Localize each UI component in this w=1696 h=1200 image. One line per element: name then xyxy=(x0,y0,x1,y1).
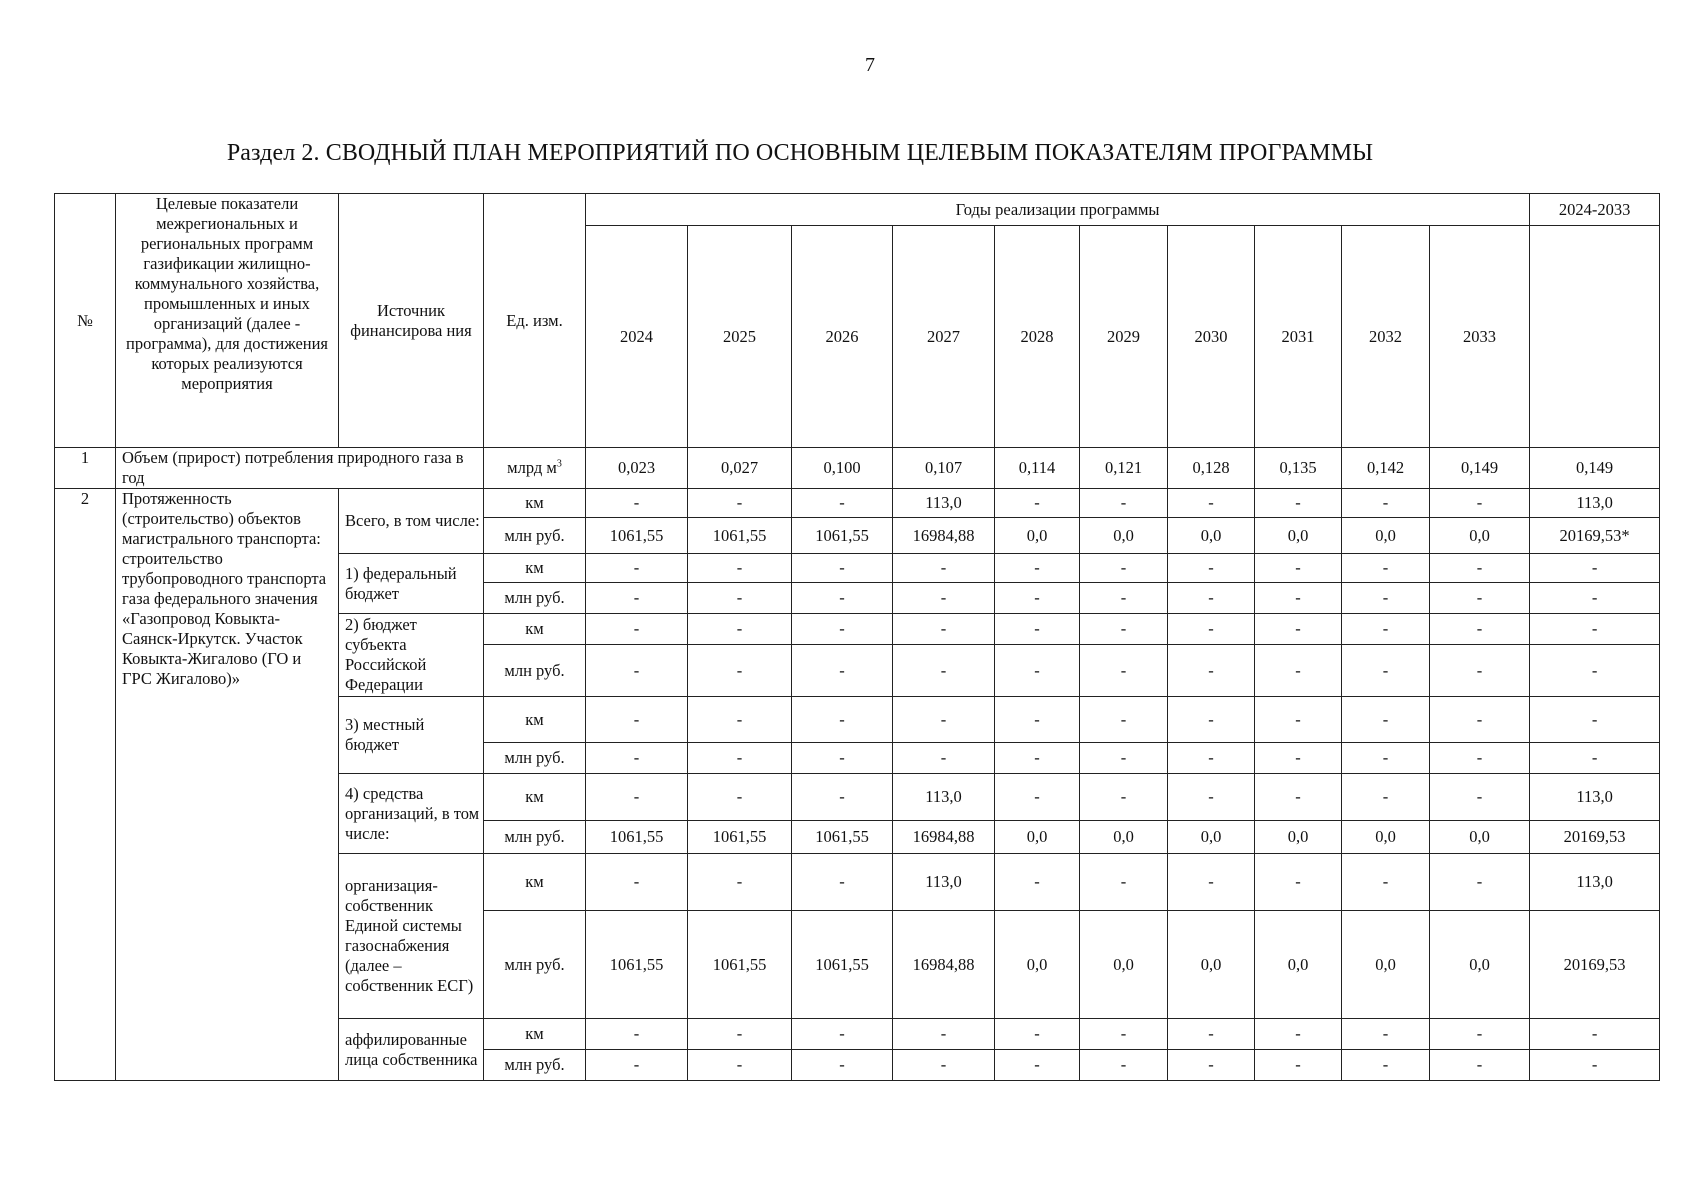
table-cell: - xyxy=(1168,774,1255,821)
table-cell: - xyxy=(1342,554,1430,583)
table-cell: - xyxy=(1430,854,1530,911)
table-cell: 0,149 xyxy=(1530,448,1660,489)
table-cell: - xyxy=(995,743,1080,774)
table-cell: 1061,55 xyxy=(688,911,792,1019)
table-cell: - xyxy=(792,614,893,645)
table-cell: 0,0 xyxy=(1080,821,1168,854)
table-cell: - xyxy=(1080,743,1168,774)
header-total-empty xyxy=(1530,226,1660,448)
table-cell: 1061,55 xyxy=(586,911,688,1019)
header-year: 2026 xyxy=(792,226,893,448)
table-cell: - xyxy=(1255,489,1342,518)
table-cell: - xyxy=(1430,614,1530,645)
table-cell: - xyxy=(1430,554,1530,583)
table-cell: 1061,55 xyxy=(586,518,688,554)
table-cell: - xyxy=(1430,489,1530,518)
unit-cell: км xyxy=(484,614,586,645)
table-cell: - xyxy=(1168,614,1255,645)
funding-source: организация-собственник Единой системы газоснабжения (далее – собственник ЕСГ) xyxy=(339,854,484,1019)
funding-source: 4) средства организаций, в том числе: xyxy=(339,774,484,854)
table-cell: - xyxy=(586,583,688,614)
table-cell: - xyxy=(1168,1019,1255,1050)
row2-label: Протяженность (строительство) объектов магистрального транспорта: строительство трубопроводного транспорта газа федерального значения «Газопровод Ковыкта-Саянск-Иркутск. Участок Ковыкта-Жигалово (ГО и ГРС Жигалово)» xyxy=(116,489,339,1081)
table-cell: 0,142 xyxy=(1342,448,1430,489)
table-cell: - xyxy=(1080,1019,1168,1050)
table-cell: 0,107 xyxy=(893,448,995,489)
table-cell: - xyxy=(1255,1019,1342,1050)
table-cell: - xyxy=(893,645,995,697)
unit-cell: км xyxy=(484,774,586,821)
funding-source: Всего, в том числе: xyxy=(339,489,484,554)
table-cell: - xyxy=(1530,1019,1660,1050)
table-cell: - xyxy=(1080,645,1168,697)
table-cell: - xyxy=(1342,614,1430,645)
table-cell: 0,128 xyxy=(1168,448,1255,489)
table-cell: - xyxy=(1168,489,1255,518)
unit-cell: млн руб. xyxy=(484,645,586,697)
table-cell: - xyxy=(1168,854,1255,911)
table-cell: - xyxy=(1530,697,1660,743)
table-cell: - xyxy=(1430,583,1530,614)
table-cell: 0,0 xyxy=(1342,911,1430,1019)
table-cell: - xyxy=(1080,554,1168,583)
table-cell: - xyxy=(995,554,1080,583)
table-cell: - xyxy=(1342,1050,1430,1081)
table-cell: - xyxy=(1080,583,1168,614)
table-cell: 0,0 xyxy=(1168,518,1255,554)
table-cell: 16984,88 xyxy=(893,518,995,554)
section-title: Раздел 2. СВОДНЫЙ ПЛАН МЕРОПРИЯТИЙ ПО ОСНОВНЫМ ЦЕЛЕВЫМ ПОКАЗАТЕЛЯМ ПРОГРАММЫ xyxy=(226,140,1374,166)
header-row-top xyxy=(55,194,1660,226)
row2-num: 2 xyxy=(55,489,116,1081)
table-cell: - xyxy=(1530,583,1660,614)
unit-cell: км xyxy=(484,697,586,743)
table-cell: - xyxy=(586,743,688,774)
table-cell: - xyxy=(688,554,792,583)
table-cell: - xyxy=(688,854,792,911)
table-cell: - xyxy=(1255,1050,1342,1081)
row1-unit-text: млрд м xyxy=(507,458,557,477)
table-cell: - xyxy=(1342,774,1430,821)
header-year: 2028 xyxy=(995,226,1080,448)
header-year: 2027 xyxy=(893,226,995,448)
table-cell: - xyxy=(995,645,1080,697)
header-indicators: Целевые показатели межрегиональных и региональных программ газификации жилищно-коммунального хозяйства, промышленных и иных организаций (далее - программа), для достижения которых реализуются мероприятия xyxy=(116,194,339,448)
table-cell: - xyxy=(688,697,792,743)
table-cell: - xyxy=(792,1019,893,1050)
table-cell: 0,0 xyxy=(1430,911,1530,1019)
header-unit: Ед. изм. xyxy=(484,194,586,448)
table-cell: - xyxy=(1342,697,1430,743)
row1-num: 1 xyxy=(55,448,116,489)
table-cell: 113,0 xyxy=(1530,854,1660,911)
table-cell: - xyxy=(1430,1050,1530,1081)
table-cell: 0,0 xyxy=(995,821,1080,854)
table-cell: - xyxy=(1430,645,1530,697)
table-cell: - xyxy=(995,489,1080,518)
table-cell: - xyxy=(688,645,792,697)
table-cell: - xyxy=(1342,854,1430,911)
table-cell: - xyxy=(1430,697,1530,743)
table-cell: - xyxy=(792,1050,893,1081)
table-cell: - xyxy=(688,774,792,821)
table-cell: 113,0 xyxy=(1530,774,1660,821)
unit-cell: млн руб. xyxy=(484,1050,586,1081)
table-cell: - xyxy=(1168,743,1255,774)
table-cell: 0,0 xyxy=(1255,518,1342,554)
table-cell: - xyxy=(1168,697,1255,743)
table-cell: - xyxy=(688,583,792,614)
table-cell: - xyxy=(792,645,893,697)
header-year: 2029 xyxy=(1080,226,1168,448)
table-row xyxy=(55,448,1660,489)
table-cell: 0,135 xyxy=(1255,448,1342,489)
table-cell: 20169,53 xyxy=(1530,821,1660,854)
table-cell: - xyxy=(792,554,893,583)
table-cell: - xyxy=(586,1019,688,1050)
table-cell: 113,0 xyxy=(893,854,995,911)
table-cell: 20169,53 xyxy=(1530,911,1660,1019)
table-cell: 0,0 xyxy=(995,911,1080,1019)
funding-source: аффилированные лица собственника xyxy=(339,1019,484,1081)
table-cell: 1061,55 xyxy=(586,821,688,854)
summary-plan-table xyxy=(54,193,1660,1081)
header-source: Источник финансирова ния xyxy=(339,194,484,448)
table-cell: - xyxy=(586,854,688,911)
table-cell: 0,100 xyxy=(792,448,893,489)
table-cell: 0,0 xyxy=(1430,821,1530,854)
table-cell: - xyxy=(893,697,995,743)
table-cell: - xyxy=(995,1050,1080,1081)
table-cell: - xyxy=(1080,614,1168,645)
table-cell: 0,114 xyxy=(995,448,1080,489)
table-cell: 0,0 xyxy=(1168,911,1255,1019)
header-year: 2030 xyxy=(1168,226,1255,448)
table-cell: - xyxy=(586,774,688,821)
table-cell: - xyxy=(1255,697,1342,743)
table-cell: 0,0 xyxy=(1080,518,1168,554)
table-cell: - xyxy=(893,1050,995,1081)
table-cell: - xyxy=(586,554,688,583)
table-cell: - xyxy=(792,489,893,518)
header-year: 2032 xyxy=(1342,226,1430,448)
table-cell: - xyxy=(792,743,893,774)
table-cell: - xyxy=(586,1050,688,1081)
unit-cell: км xyxy=(484,854,586,911)
table-cell: - xyxy=(586,614,688,645)
table-cell: - xyxy=(995,774,1080,821)
table-cell: - xyxy=(688,614,792,645)
table-cell: 0,0 xyxy=(995,518,1080,554)
unit-cell: млн руб. xyxy=(484,518,586,554)
table-cell: 113,0 xyxy=(893,774,995,821)
table-cell: - xyxy=(1530,743,1660,774)
table-cell: - xyxy=(688,1019,792,1050)
table-cell: 0,023 xyxy=(586,448,688,489)
table-cell: - xyxy=(1530,614,1660,645)
page-number: 7 xyxy=(865,54,875,76)
table-cell: - xyxy=(1430,774,1530,821)
table-cell: - xyxy=(792,854,893,911)
table-cell: - xyxy=(688,743,792,774)
table-cell: - xyxy=(995,697,1080,743)
table-cell: - xyxy=(1342,743,1430,774)
table-cell: - xyxy=(1530,645,1660,697)
table-cell: - xyxy=(586,697,688,743)
table-cell: - xyxy=(893,614,995,645)
table-cell: 0,0 xyxy=(1080,911,1168,1019)
table-cell: - xyxy=(1255,645,1342,697)
table-cell: - xyxy=(1342,1019,1430,1050)
table-cell: - xyxy=(1255,554,1342,583)
table-cell: - xyxy=(1168,645,1255,697)
table-cell: 113,0 xyxy=(893,489,995,518)
unit-cell: км xyxy=(484,489,586,518)
table-cell: 0,121 xyxy=(1080,448,1168,489)
unit-cell: млн руб. xyxy=(484,911,586,1019)
row1-unit-sup: 3 xyxy=(556,458,562,470)
table-cell: - xyxy=(1530,1050,1660,1081)
table-cell: 20169,53* xyxy=(1530,518,1660,554)
table-cell: 1061,55 xyxy=(688,821,792,854)
table-cell: 1061,55 xyxy=(792,821,893,854)
table-cell: - xyxy=(1255,583,1342,614)
table-cell: - xyxy=(1342,489,1430,518)
unit-cell: млн руб. xyxy=(484,821,586,854)
table-cell: - xyxy=(893,554,995,583)
table-cell: - xyxy=(1080,1050,1168,1081)
funding-source: 3) местный бюджет xyxy=(339,697,484,774)
header-year: 2025 xyxy=(688,226,792,448)
funding-source: 2) бюджет субъекта Российской Федерации xyxy=(339,614,484,697)
table-cell: 1061,55 xyxy=(792,518,893,554)
table-cell: 0,0 xyxy=(1168,821,1255,854)
header-year: 2031 xyxy=(1255,226,1342,448)
table-cell: - xyxy=(893,1019,995,1050)
table-cell: - xyxy=(1255,774,1342,821)
funding-source: 1) федеральный бюджет xyxy=(339,554,484,614)
table-cell: - xyxy=(1080,854,1168,911)
header-years-group: Годы реализации программы xyxy=(586,194,1530,226)
table-cell: - xyxy=(1342,583,1430,614)
table-cell: - xyxy=(995,1019,1080,1050)
table-cell: - xyxy=(893,743,995,774)
table-cell: - xyxy=(1080,774,1168,821)
row1-unit xyxy=(484,448,586,489)
table-cell: - xyxy=(688,489,792,518)
table-cell: - xyxy=(1255,743,1342,774)
unit-cell: км xyxy=(484,1019,586,1050)
table-cell: - xyxy=(1080,697,1168,743)
table-row xyxy=(55,489,1660,518)
table-cell: 0,027 xyxy=(688,448,792,489)
table-cell: 1061,55 xyxy=(688,518,792,554)
table-cell: - xyxy=(995,583,1080,614)
table-cell: 113,0 xyxy=(1530,489,1660,518)
table-cell: - xyxy=(1168,1050,1255,1081)
table-cell: - xyxy=(1255,614,1342,645)
table-cell: 0,0 xyxy=(1342,518,1430,554)
table-cell: - xyxy=(1342,645,1430,697)
table-cell: - xyxy=(1080,489,1168,518)
table-cell: 16984,88 xyxy=(893,821,995,854)
header-total-period: 2024-2033 xyxy=(1530,194,1660,226)
table-cell: - xyxy=(1168,554,1255,583)
header-num: № xyxy=(55,194,116,448)
table-cell: - xyxy=(586,489,688,518)
header-year: 2024 xyxy=(586,226,688,448)
table-cell: - xyxy=(1168,583,1255,614)
row1-label: Объем (прирост) потребления природного газа в год xyxy=(116,448,484,489)
table-cell: 0,0 xyxy=(1342,821,1430,854)
table-cell: - xyxy=(792,583,893,614)
table-cell: - xyxy=(792,774,893,821)
header-year: 2033 xyxy=(1430,226,1530,448)
table-cell: - xyxy=(1255,854,1342,911)
table-cell: - xyxy=(995,614,1080,645)
table-cell: - xyxy=(688,1050,792,1081)
table-cell: - xyxy=(1430,1019,1530,1050)
table-cell: - xyxy=(792,697,893,743)
table-cell: - xyxy=(586,645,688,697)
unit-cell: млн руб. xyxy=(484,583,586,614)
table-cell: 0,149 xyxy=(1430,448,1530,489)
table-cell: 0,0 xyxy=(1430,518,1530,554)
table-cell: 1061,55 xyxy=(792,911,893,1019)
unit-cell: км xyxy=(484,554,586,583)
table-cell: 0,0 xyxy=(1255,911,1342,1019)
table-cell: - xyxy=(893,583,995,614)
table-cell: - xyxy=(995,854,1080,911)
table-cell: - xyxy=(1430,743,1530,774)
unit-cell: млн руб. xyxy=(484,743,586,774)
table-cell: - xyxy=(1530,554,1660,583)
table-cell: 16984,88 xyxy=(893,911,995,1019)
table-cell: 0,0 xyxy=(1255,821,1342,854)
